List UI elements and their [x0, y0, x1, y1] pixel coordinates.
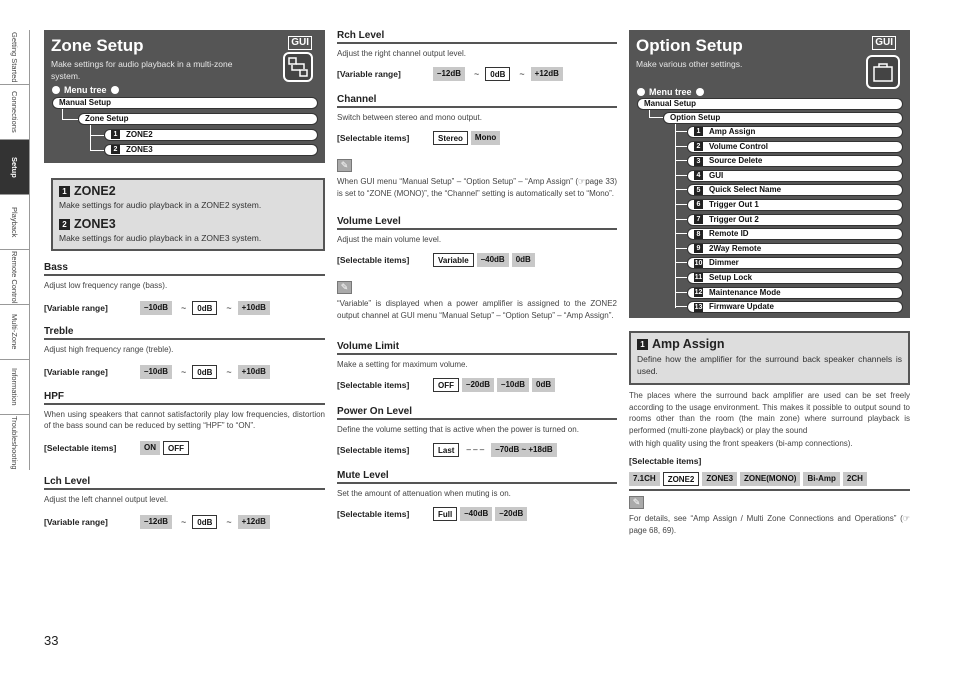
item-label: Amp Assign [709, 127, 756, 136]
range-max: +12dB [531, 67, 563, 81]
menu-tree-text: Menu tree [64, 85, 107, 95]
variable-range-row [44, 365, 325, 379]
tree-connector [675, 160, 687, 161]
bullet-icon [111, 86, 119, 94]
menu-tree-label [637, 87, 704, 97]
rch-level-section [337, 30, 617, 81]
tree-item-amp-assign[interactable] [687, 126, 903, 138]
variable-range-row [337, 67, 617, 81]
pencil-icon: ✎ [337, 281, 352, 294]
option-zone-mono[interactable]: ZONE(MONO) [740, 472, 800, 486]
sidebar-tab-label: Setup [10, 156, 19, 178]
option-mono[interactable]: Mono [471, 131, 500, 145]
tilde: ~ [181, 517, 187, 527]
hpf-section [44, 391, 325, 455]
tilde: ~ [181, 303, 187, 313]
zone2-desc: Make settings for audio playback in a ZONE2 system. [59, 200, 262, 210]
option-off[interactable]: OFF [433, 378, 459, 392]
tree-connector [90, 125, 104, 136]
zone3-title: ZONE3 [74, 217, 116, 231]
range-min: –12dB [433, 67, 465, 81]
option-7-1ch[interactable]: 7.1CH [629, 472, 660, 486]
tree-connector [675, 292, 687, 293]
selectable-row [44, 441, 325, 455]
tilde: ~ [226, 303, 232, 313]
section-heading: Volume Level [337, 216, 617, 230]
section-heading: Lch Level [44, 476, 325, 490]
sidebar-tab-label: Remote Control [10, 250, 19, 304]
section-heading: Mute Level [337, 470, 617, 484]
item-label: Dimmer [709, 258, 739, 268]
tree-item-remote-id[interactable] [687, 228, 903, 240]
tree-connector [675, 233, 687, 234]
item-label: Maintenance Mode [709, 287, 781, 297]
tree-item-trigger-out-2[interactable] [687, 214, 903, 226]
item-label: 2Way Remote [709, 243, 762, 253]
zone-definitions [51, 178, 325, 251]
sidebar-tab-label: Multi-Zone [10, 314, 19, 350]
item-number: 5 [694, 186, 703, 195]
option-off[interactable]: OFF [163, 441, 189, 455]
item-label: Trigger Out 2 [709, 214, 759, 224]
option-setup-title: Option Setup [636, 36, 743, 55]
section-desc: When using speakers that cannot satisfactorily play low frequencies, distortion of the bass sound can be reduced by setting “HPF” to “ON”. [44, 410, 325, 430]
tree-item-firmware-update[interactable] [687, 301, 903, 313]
lch-level-section [44, 476, 325, 529]
sidebar-tab-label: Playback [10, 206, 19, 238]
option-minus40[interactable]: –40dB [477, 253, 509, 267]
option-minus20[interactable]: –20dB [495, 507, 527, 521]
tree-connector [675, 189, 687, 190]
section-desc: Adjust the main volume level. [337, 235, 442, 244]
item-label: GUI [709, 170, 724, 180]
tree-item-gui[interactable] [687, 170, 903, 182]
amp-assign-desc: Define how the amplifier for the surround back speaker channels is used. [637, 354, 902, 376]
tree-connector [90, 136, 104, 151]
sidebar-tab-connections[interactable] [0, 85, 29, 140]
bass-section [44, 262, 325, 315]
item-number: 2 [694, 142, 703, 151]
section-desc: Set the amount of attenuation when muting is on. [337, 489, 511, 498]
tree-manual-setup[interactable]: Manual Setup [637, 98, 903, 110]
tree-item-dimmer[interactable] [687, 257, 903, 269]
menu-tree-label [52, 85, 119, 95]
zone-setup-icon [283, 52, 313, 82]
section-desc: Switch between stereo and mono output. [337, 113, 482, 122]
row-label: [Selectable items] [337, 255, 410, 265]
sidebar-tab-getting-started[interactable] [0, 30, 29, 85]
chapter-sidebar [0, 30, 30, 470]
tree-connector [675, 124, 676, 308]
bullet-icon [52, 86, 60, 94]
item-number: 1 [59, 186, 70, 197]
zone-setup-title: Zone Setup [51, 36, 144, 55]
sidebar-tab-label: Troubleshooting [10, 415, 19, 470]
zone3-heading [59, 217, 317, 231]
zone-setup-subtitle: Make settings for audio playback in a multi-zone system. [51, 59, 233, 81]
gui-badge: GUI [872, 36, 896, 50]
range-default[interactable]: 0dB [485, 67, 510, 81]
selectable-row [337, 443, 617, 457]
range-max: +10dB [238, 365, 270, 379]
section-heading: Channel [337, 94, 617, 108]
option-bi-amp[interactable]: Bi-Amp [803, 472, 839, 486]
tree-item-volume-control[interactable] [687, 141, 903, 153]
item-number: 10 [694, 259, 703, 267]
bullet-icon [637, 88, 645, 96]
option-last[interactable]: Last [433, 443, 459, 457]
zone2-heading [59, 184, 317, 198]
row-label: [Variable range] [337, 69, 401, 79]
channel-note [337, 155, 617, 199]
option-full[interactable]: Full [433, 507, 457, 521]
tree-item-trigger-out-1[interactable] [687, 199, 903, 211]
row-label: [Selectable items] [337, 380, 410, 390]
zone2-title: ZONE2 [74, 184, 116, 198]
right-column [629, 30, 910, 535]
mute-level-section [337, 470, 617, 521]
menu-tree-text: Menu tree [649, 87, 692, 97]
item-number: 9 [694, 244, 703, 253]
row-label: [Selectable items] [337, 133, 410, 143]
amp-assign-options [629, 472, 910, 491]
option-0db[interactable]: 0dB [532, 378, 555, 392]
row-label: [Selectable items] [337, 445, 410, 455]
sidebar-tab-label: Connections [10, 91, 19, 133]
option-minus20[interactable]: –20dB [462, 378, 494, 392]
treble-section [44, 326, 325, 379]
pencil-icon: ✎ [629, 496, 644, 509]
option-minus40[interactable]: –40dB [460, 507, 492, 521]
option-setup-subtitle: Make various other settings. [636, 59, 743, 69]
item-number: 6 [694, 200, 703, 209]
section-desc: Make a setting for maximum volume. [337, 360, 468, 369]
amp-assign-box [629, 331, 910, 385]
item-number: 7 [694, 215, 703, 224]
tilde: ~ [519, 69, 525, 79]
tree-item-quick-select-name[interactable] [687, 184, 903, 196]
range-max: +12dB [238, 515, 270, 529]
tree-connector [675, 204, 687, 205]
tree-connector [675, 262, 687, 263]
tree-connector [675, 219, 687, 220]
note-text: When GUI menu “Manual Setup” – “Option Setup” – “Amp Assign” (☞page 33) is set to “ZONE (MONO)”, the “Channel” setting is automatically set to “Mono”. [337, 177, 617, 198]
tree-item-source-delete[interactable] [687, 155, 903, 167]
tree-item-zone2[interactable] [104, 129, 318, 141]
tree-connector [675, 306, 687, 307]
item-label: Source Delete [709, 156, 763, 166]
range-min: –10dB [140, 365, 172, 379]
item-number: 13 [694, 303, 703, 311]
tree-item-zone3[interactable] [104, 144, 318, 156]
tree-manual-setup[interactable]: Manual Setup [52, 97, 318, 109]
tilde: ~ [226, 517, 232, 527]
item-label: Trigger Out 1 [709, 200, 759, 209]
item-number: 2 [59, 219, 70, 230]
section-heading: Volume Limit [337, 341, 617, 355]
item-number: 1 [694, 127, 703, 136]
tilde: ~ [181, 367, 187, 377]
amp-body-text-2: with high quality using the front speakers (bi-amp connections). [629, 439, 853, 448]
tree-connector [649, 110, 663, 118]
tree-connector [675, 146, 687, 147]
selectable-row [337, 253, 617, 267]
option-range[interactable]: –70dB ~ +18dB [491, 443, 556, 457]
range-min: –10dB [140, 301, 172, 315]
left-column [44, 30, 325, 527]
tree-connector [675, 131, 687, 132]
volume-limit-section [337, 341, 617, 392]
option-0db[interactable]: 0dB [512, 253, 535, 267]
amp-assign-title: Amp Assign [652, 337, 725, 351]
amp-assign-note: For details, see “Amp Assign / Multi Zone Connections and Operations” (☞page 68, 69). [629, 514, 910, 535]
item-label: Volume Control [709, 141, 768, 151]
zone-setup-header [44, 30, 325, 163]
channel-section [337, 94, 617, 199]
tree-connector [675, 277, 687, 278]
item-label: Setup Lock [709, 273, 753, 282]
row-label: [Variable range] [44, 367, 108, 377]
section-desc: Adjust the left channel output level. [44, 495, 169, 504]
page-number: 33 [44, 633, 59, 648]
sidebar-tab-troubleshooting[interactable] [0, 415, 29, 470]
tilde: ~ [226, 367, 232, 377]
note-text: “Variable” is displayed when a power amplifier is assigned to the ZONE2 output channel at GUI menu “Manual Setup” – “Option Setup” – “Amp Assign”. [337, 299, 617, 320]
selectable-row [337, 507, 617, 521]
section-desc: Adjust the right channel output level. [337, 49, 466, 58]
option-setup-icon [866, 55, 900, 89]
section-desc: Define the volume setting that is active when the power is turned on. [337, 425, 579, 434]
amp-body-text: The places where the surround back amplifier are used can be set freely according to the usage environment. This makes it possible to output sound to rooms other than the room (the main zone) where surround playback is performed (multi-zone playback) or play the sound [629, 391, 910, 435]
section-desc: Adjust low frequency range (bass). [44, 281, 168, 290]
item-number: 11 [694, 274, 703, 282]
section-heading: Bass [44, 262, 325, 276]
item-number: 12 [694, 288, 703, 296]
sidebar-tab-setup[interactable] [0, 140, 29, 195]
item-number: 1 [637, 339, 648, 350]
section-heading: Treble [44, 326, 325, 340]
tree-zone-setup[interactable]: Zone Setup [78, 113, 318, 125]
tree-item-2way-remote[interactable] [687, 243, 903, 255]
sidebar-tab-playback[interactable] [0, 195, 29, 250]
selectable-label: [Selectable items] [629, 456, 702, 466]
section-heading: Rch Level [337, 30, 617, 44]
item-number: 2 [111, 145, 120, 154]
sidebar-tab-label: Getting Started [10, 31, 19, 83]
range-default[interactable]: 0dB [192, 515, 217, 529]
sidebar-tab-multi-zone[interactable] [0, 305, 29, 360]
row-label: [Variable range] [44, 303, 108, 313]
sidebar-tab-information[interactable] [0, 360, 29, 415]
option-on[interactable]: ON [140, 441, 160, 455]
selectable-row [337, 378, 617, 392]
option-2ch[interactable]: 2CH [843, 472, 867, 486]
section-heading: HPF [44, 391, 325, 405]
pencil-icon: ✎ [337, 159, 352, 172]
option-setup-header [629, 30, 910, 318]
item-label: Remote ID [709, 229, 749, 239]
range-max: +10dB [238, 301, 270, 315]
option-variable[interactable]: Variable [433, 253, 474, 267]
section-heading: Power On Level [337, 406, 617, 420]
range-default[interactable]: 0dB [192, 365, 217, 379]
section-desc: Adjust high frequency range (treble). [44, 345, 174, 354]
bullet-icon [696, 88, 704, 96]
item-label: ZONE2 [126, 130, 153, 139]
tree-connector [675, 175, 687, 176]
sidebar-tab-remote-control[interactable] [0, 250, 29, 305]
option-zone3[interactable]: ZONE3 [702, 472, 737, 486]
tree-option-setup[interactable]: Option Setup [663, 112, 903, 124]
range-min: –12dB [140, 515, 172, 529]
selectable-row [337, 131, 617, 145]
item-label: Quick Select Name [709, 185, 782, 195]
item-number: 3 [694, 157, 703, 166]
item-number: 1 [111, 130, 120, 139]
range-default[interactable]: 0dB [192, 301, 217, 315]
tree-item-setup-lock[interactable] [687, 272, 903, 284]
item-number: 4 [694, 171, 703, 180]
row-label: [Selectable items] [337, 509, 410, 519]
gui-badge: GUI [288, 36, 312, 50]
tree-connector [62, 109, 78, 120]
variable-range-row [44, 515, 325, 529]
variable-range-row [44, 301, 325, 315]
option-dashes[interactable]: – – – [466, 445, 485, 454]
volume-level-section [337, 216, 617, 321]
option-minus10[interactable]: –10dB [497, 378, 529, 392]
item-number: 8 [694, 230, 703, 239]
option-stereo[interactable]: Stereo [433, 131, 468, 145]
option-zone2[interactable]: ZONE2 [663, 472, 700, 486]
row-label: [Selectable items] [44, 443, 117, 453]
row-label: [Variable range] [44, 517, 108, 527]
power-on-level-section [337, 406, 617, 457]
amp-assign-heading [637, 337, 902, 351]
item-label: ZONE3 [126, 145, 153, 154]
tree-item-maintenance-mode[interactable] [687, 287, 903, 299]
sidebar-tab-label: Information [10, 368, 19, 406]
tilde: ~ [474, 69, 480, 79]
zone3-desc: Make settings for audio playback in a ZONE3 system. [59, 233, 262, 243]
tree-connector [675, 248, 687, 249]
item-label: Firmware Update [709, 302, 774, 312]
volume-note [337, 277, 617, 321]
